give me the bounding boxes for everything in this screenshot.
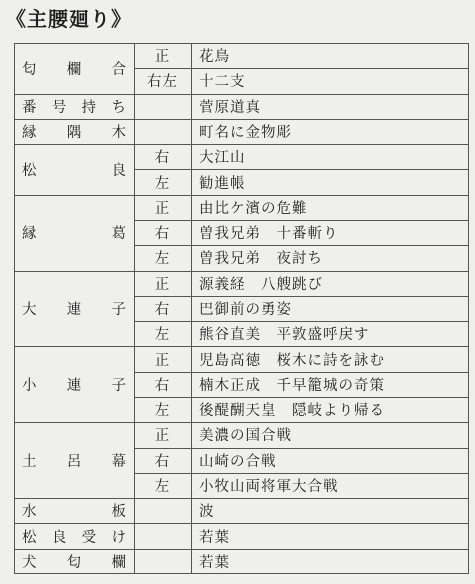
- position-cell: 右: [154, 377, 171, 394]
- item-cell: 大江山: [199, 150, 246, 167]
- row-divider: [14, 346, 469, 347]
- category-char: 良: [51, 529, 67, 546]
- item-cell: 源義経 八艘跳び: [199, 276, 323, 293]
- category-char: 合: [111, 61, 126, 78]
- position-cell: 右: [154, 453, 171, 470]
- category-char: ち: [111, 99, 126, 116]
- row-divider: [134, 372, 469, 373]
- item-cell: 小牧山両将軍大合戦: [199, 478, 339, 495]
- category-char: 欄: [111, 554, 126, 571]
- row-divider: [14, 195, 469, 196]
- category-char: 大: [22, 301, 37, 318]
- position-cell: 右: [154, 150, 171, 167]
- row-divider: [134, 397, 469, 398]
- position-cell: [134, 549, 191, 574]
- position-cell: 右: [154, 301, 171, 318]
- category-cell: [14, 523, 134, 548]
- category-char: 持: [81, 99, 97, 116]
- item-cell: 曽我兄弟 夜討ち: [199, 251, 323, 268]
- category-char: 隅: [66, 124, 82, 141]
- row-divider: [134, 296, 469, 297]
- row-divider: [134, 321, 469, 322]
- position-cell: [134, 523, 191, 548]
- category-cell: [14, 549, 134, 574]
- item-cell: 若葉: [199, 529, 230, 546]
- position-cell: 正: [154, 352, 171, 369]
- row-divider: [14, 119, 469, 120]
- position-cell: 正: [154, 428, 171, 445]
- category-cell: [14, 94, 134, 119]
- item-cell: 菅原道真: [199, 99, 261, 116]
- position-cell: [134, 498, 191, 523]
- table-border-bottom: [14, 573, 469, 574]
- category-char: 呂: [66, 453, 82, 470]
- row-divider: [134, 68, 469, 69]
- category-char: 松: [22, 529, 37, 546]
- position-cell: 右: [154, 226, 171, 243]
- item-cell: 町名に金物彫: [199, 124, 292, 141]
- category-cell: [14, 422, 134, 498]
- row-divider: [14, 271, 469, 272]
- category-char: 縁: [22, 124, 37, 141]
- item-cell: 美濃の国合戦: [199, 428, 292, 445]
- category-cell: [14, 195, 134, 271]
- item-cell: 十二支: [199, 74, 246, 91]
- item-cell: 楠木正成 千早籠城の奇策: [199, 377, 385, 394]
- category-char: 板: [111, 504, 126, 521]
- item-cell: 児島高徳 桜木に詩を詠む: [199, 352, 385, 369]
- category-char: 良: [111, 162, 126, 179]
- row-divider: [14, 94, 469, 95]
- item-cell: 由比ケ濱の危難: [199, 200, 308, 217]
- page-title: 《主腰廻り》: [6, 7, 132, 31]
- category-cell: [14, 43, 134, 94]
- column-divider: [134, 43, 135, 574]
- position-cell: 正: [154, 49, 171, 66]
- category-char: け: [111, 529, 126, 546]
- category-char: 連: [66, 301, 82, 318]
- position-cell: 左: [154, 478, 171, 495]
- row-divider: [14, 498, 469, 499]
- position-cell: 正: [154, 276, 171, 293]
- item-cell: 巴御前の勇姿: [199, 301, 292, 318]
- position-cell: [134, 119, 191, 144]
- item-cell: 熊谷直美 平敦盛呼戻す: [199, 327, 370, 344]
- category-char: 号: [51, 99, 67, 116]
- category-char: 松: [22, 162, 37, 179]
- item-cell: 後醍醐天皇 隠岐より帰る: [199, 403, 385, 420]
- row-divider: [14, 549, 469, 550]
- item-cell: 波: [199, 504, 215, 521]
- position-cell: 左: [154, 327, 171, 344]
- item-cell: 山崎の合戦: [199, 453, 277, 470]
- category-char: 木: [111, 124, 126, 141]
- category-cell: [14, 144, 134, 195]
- category-char: 水: [22, 504, 37, 521]
- parts-table: [14, 43, 469, 574]
- column-divider: [191, 43, 192, 574]
- table-border-left: [14, 43, 15, 574]
- position-cell: 右左: [147, 74, 178, 91]
- row-divider: [134, 473, 469, 474]
- category-char: 幕: [111, 453, 126, 470]
- position-cell: [134, 94, 191, 119]
- category-char: 小: [22, 377, 37, 394]
- category-char: 子: [111, 377, 126, 394]
- item-cell: 若葉: [199, 554, 230, 571]
- position-cell: 正: [154, 200, 171, 217]
- position-cell: 左: [154, 403, 171, 420]
- category-char: 受: [81, 529, 97, 546]
- position-cell: 左: [154, 251, 171, 268]
- category-char: 子: [111, 301, 126, 318]
- category-char: 連: [66, 377, 82, 394]
- category-char: 縁: [22, 226, 37, 243]
- category-char: 匂: [66, 554, 82, 571]
- position-cell: 左: [154, 175, 171, 192]
- row-divider: [134, 220, 469, 221]
- row-divider: [14, 523, 469, 524]
- row-divider: [134, 169, 469, 170]
- category-char: 番: [22, 99, 37, 116]
- category-char: 犬: [22, 554, 37, 571]
- category-cell: [14, 346, 134, 422]
- item-cell: 勧進帳: [199, 175, 246, 192]
- table-border-top: [14, 43, 469, 44]
- row-divider: [134, 448, 469, 449]
- category-cell: [14, 271, 134, 347]
- item-cell: 花鳥: [199, 49, 230, 66]
- category-char: 欄: [66, 61, 82, 78]
- row-divider: [14, 422, 469, 423]
- category-cell: [14, 119, 134, 144]
- row-divider: [134, 245, 469, 246]
- item-cell: 曽我兄弟 十番斬り: [199, 226, 339, 243]
- category-cell: [14, 498, 134, 523]
- category-char: 土: [22, 453, 37, 470]
- category-char: 葛: [111, 226, 126, 243]
- row-divider: [14, 144, 469, 145]
- table-border-right: [468, 43, 469, 574]
- category-char: 匂: [22, 61, 37, 78]
